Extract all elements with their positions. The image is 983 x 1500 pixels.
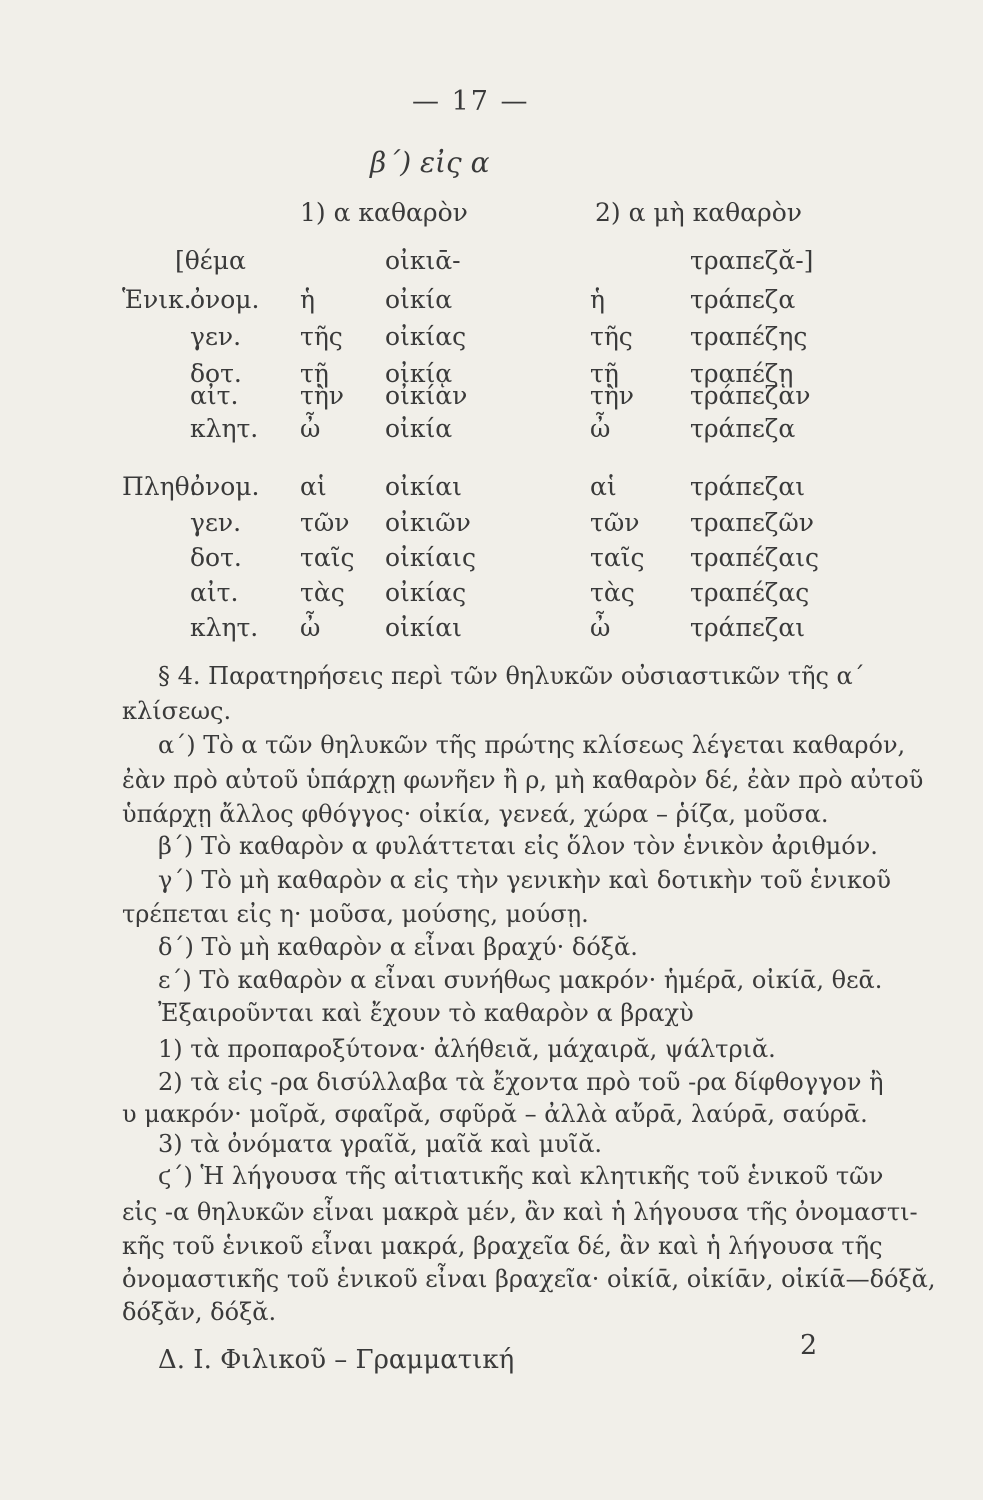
article-left: τὴν xyxy=(300,381,345,410)
case-label: δοτ. xyxy=(190,543,242,572)
paragraph-text: α΄) Τὸ α τῶν θηλυκῶν τῆς πρώτης κλίσεως λέγεται καθαρόν, xyxy=(158,731,906,759)
text-line xyxy=(0,697,983,733)
text-line xyxy=(0,900,983,936)
paragraph-text: δόξᾰν, δόξᾰ. xyxy=(122,1298,277,1326)
article-left: τῇ xyxy=(300,359,329,388)
text-line xyxy=(0,1298,983,1334)
article-right: τῶν xyxy=(590,508,640,537)
case-label: κλητ. xyxy=(190,414,259,443)
text-line xyxy=(0,1130,983,1166)
article-left: ταῖς xyxy=(300,543,355,572)
number-label: Πληθ. xyxy=(122,472,198,501)
paragraph-text: ὑπάρχῃ ἄλλος φθόγγος· οἰκία, γενεά, χώρα – ῥίζα, μοῦσα. xyxy=(122,800,829,828)
article-right: τῆς xyxy=(590,322,633,351)
text-line xyxy=(0,1035,983,1071)
table-row xyxy=(0,508,983,546)
page-number: — 17 — xyxy=(412,86,530,117)
text-line xyxy=(0,800,983,836)
text-line xyxy=(0,1265,983,1301)
table-row xyxy=(0,322,983,360)
article-right: τῇ xyxy=(590,359,619,388)
case-label: γεν. xyxy=(190,508,242,537)
paragraph-text: υ μακρόν· μοῖρᾰ, σφαῖρᾰ, σφῦρᾰ – ἀλλὰ αὔρᾱ, λαύρᾱ, σαύρᾱ. xyxy=(122,1100,868,1128)
text-line xyxy=(0,866,983,902)
paragraph-text: ὀνομαστικῆς τοῦ ἑνικοῦ εἶναι βραχεῖα· οἰκίᾱ, οἰκίᾱν, οἰκίᾱ—δόξᾰ, xyxy=(122,1265,936,1293)
paragraph-text: ἐὰν πρὸ αὐτοῦ ὑπάρχῃ φωνῆεν ἢ ρ, μὴ καθαρὸν δέ, ἐὰν πρὸ αὐτοῦ xyxy=(122,766,924,794)
noun-right: τραπεζᾰ-] xyxy=(690,246,814,275)
noun-left: οἰκίαι xyxy=(385,613,462,642)
article-left: τῆς xyxy=(300,322,343,351)
noun-left: οἰκίᾳ xyxy=(385,359,453,388)
article-left: ὦ xyxy=(300,414,321,443)
article-right: ἡ xyxy=(590,285,605,314)
article-left: τῶν xyxy=(300,508,350,537)
paragraph-text: Ἐξαιροῦνται καὶ ἔχουν τὸ καθαρὸν α βραχὺ xyxy=(158,999,694,1027)
paragraph-text: 1) τὰ προπαροξύτονα· ἀλήθειᾰ, μάχαιρᾰ, ψάλτριᾰ. xyxy=(158,1035,776,1063)
noun-right: τραπεζῶν xyxy=(690,508,814,537)
article-left: τὰς xyxy=(300,578,345,607)
noun-left: οἰκίας xyxy=(385,578,467,607)
paragraph-text: ε΄) Τὸ καθαρὸν α εἶναι συνήθως μακρόν· ἡμέρᾱ, οἰκίᾱ, θεᾱ. xyxy=(158,966,883,994)
column-header-pure-alpha: 1) α καθαρὸν xyxy=(300,198,468,227)
article-right: ταῖς xyxy=(590,543,645,572)
case-label: ὀνομ. xyxy=(190,472,260,501)
table-row xyxy=(0,578,983,616)
noun-right: τραπέζας xyxy=(690,578,810,607)
noun-left: οἰκίαν xyxy=(385,381,468,410)
noun-left: οἰκιᾱ- xyxy=(385,246,461,275)
case-label: ὀνομ. xyxy=(190,285,260,314)
case-label: δοτ. xyxy=(190,359,242,388)
article-right: τὰς xyxy=(590,578,635,607)
paragraph-text: εἰς -α θηλυκῶν εἶναι μακρὰ μέν, ἂν καὶ ἡ λήγουσα τῆς ὀνομαστι- xyxy=(122,1198,918,1226)
text-line xyxy=(0,1232,983,1268)
text-line xyxy=(0,966,983,1002)
text-line xyxy=(0,731,983,767)
text-line xyxy=(0,832,983,868)
article-left: ἡ xyxy=(300,285,315,314)
footer-author-title: Δ. Ι. Φιλικοῦ – Γραμματική xyxy=(158,1345,515,1375)
paragraph-text: κῆς τοῦ ἑνικοῦ εἶναι μακρά, βραχεῖα δέ, ἂν καὶ ἡ λήγουσα τῆς xyxy=(122,1232,883,1260)
noun-right: τραπέζαις xyxy=(690,543,820,572)
noun-left: οἰκίαις xyxy=(385,543,476,572)
table-row xyxy=(0,246,983,284)
noun-left: οἰκίαι xyxy=(385,472,462,501)
paragraph-text: 2) τὰ εἰς -ρα δισύλλαβα τὰ ἔχοντα πρὸ τοῦ -ρα δίφθογγον ἢ xyxy=(158,1068,884,1096)
section-heading: § 4. Παρατηρήσεις περὶ τῶν θηλυκῶν οὐσιαστικῶν τῆς α΄ xyxy=(158,662,865,690)
noun-right: τραπέζῃ xyxy=(690,359,794,388)
section-subheading: β΄) εἰς α xyxy=(370,146,490,179)
table-row xyxy=(0,613,983,651)
signature-mark: 2 xyxy=(800,1330,818,1361)
article-right: ὦ xyxy=(590,414,611,443)
case-label: κλητ. xyxy=(190,613,259,642)
paragraph-text: τρέπεται εἰς η· μοῦσα, μούσης, μούσῃ. xyxy=(122,900,589,928)
case-label: [θέμα xyxy=(175,246,246,275)
text-line xyxy=(0,1068,983,1104)
article-right: τὴν xyxy=(590,381,635,410)
case-label: γεν. xyxy=(190,322,242,351)
noun-right: τράπεζα xyxy=(690,414,796,443)
table-row xyxy=(0,285,983,323)
article-right: ὦ xyxy=(590,613,611,642)
paragraph-text: 3) τὰ ὀνόματα γραῖᾰ, μαῖᾰ καὶ μυῖᾰ. xyxy=(158,1130,603,1158)
noun-right: τράπεζα xyxy=(690,285,796,314)
text-line xyxy=(0,999,983,1035)
column-header-impure-alpha: 2) α μὴ καθαρὸν xyxy=(595,198,802,227)
paragraph-text: ϛ΄) Ἡ λήγουσα τῆς αἰτιατικῆς καὶ κλητικῆς τοῦ ἑνικοῦ τῶν xyxy=(158,1162,884,1190)
text-line xyxy=(0,766,983,802)
case-label: αἰτ. xyxy=(190,381,239,410)
noun-left: οἰκιῶν xyxy=(385,508,471,537)
noun-left: οἰκία xyxy=(385,414,453,443)
number-label: Ἑνικ. xyxy=(122,285,192,314)
noun-right: τράπεζαν xyxy=(690,381,811,410)
noun-left: οἰκίας xyxy=(385,322,467,351)
table-row xyxy=(0,472,983,510)
noun-right: τράπεζαι xyxy=(690,613,806,642)
noun-right: τράπεζαι xyxy=(690,472,806,501)
paragraph-text: δ΄) Τὸ μὴ καθαρὸν α εἶναι βραχύ· δόξᾰ. xyxy=(158,933,638,961)
article-left: αἱ xyxy=(300,472,327,501)
text-line xyxy=(0,1162,983,1198)
paragraph-text: κλίσεως. xyxy=(122,697,232,725)
article-right: αἱ xyxy=(590,472,617,501)
text-line xyxy=(0,933,983,969)
case-label: αἰτ. xyxy=(190,578,239,607)
text-line xyxy=(0,662,983,698)
noun-left: οἰκία xyxy=(385,285,453,314)
table-row xyxy=(0,543,983,581)
noun-right: τραπέζης xyxy=(690,322,808,351)
article-left: ὦ xyxy=(300,613,321,642)
text-line xyxy=(0,1198,983,1234)
table-row xyxy=(0,414,983,452)
paragraph-text: β΄) Τὸ καθαρὸν α φυλάττεται εἰς ὅλον τὸν ἑνικὸν ἀριθμόν. xyxy=(158,832,878,860)
paragraph-text: γ΄) Τὸ μὴ καθαρὸν α εἰς τὴν γενικὴν καὶ δοτικὴν τοῦ ἑνικοῦ xyxy=(158,866,891,894)
